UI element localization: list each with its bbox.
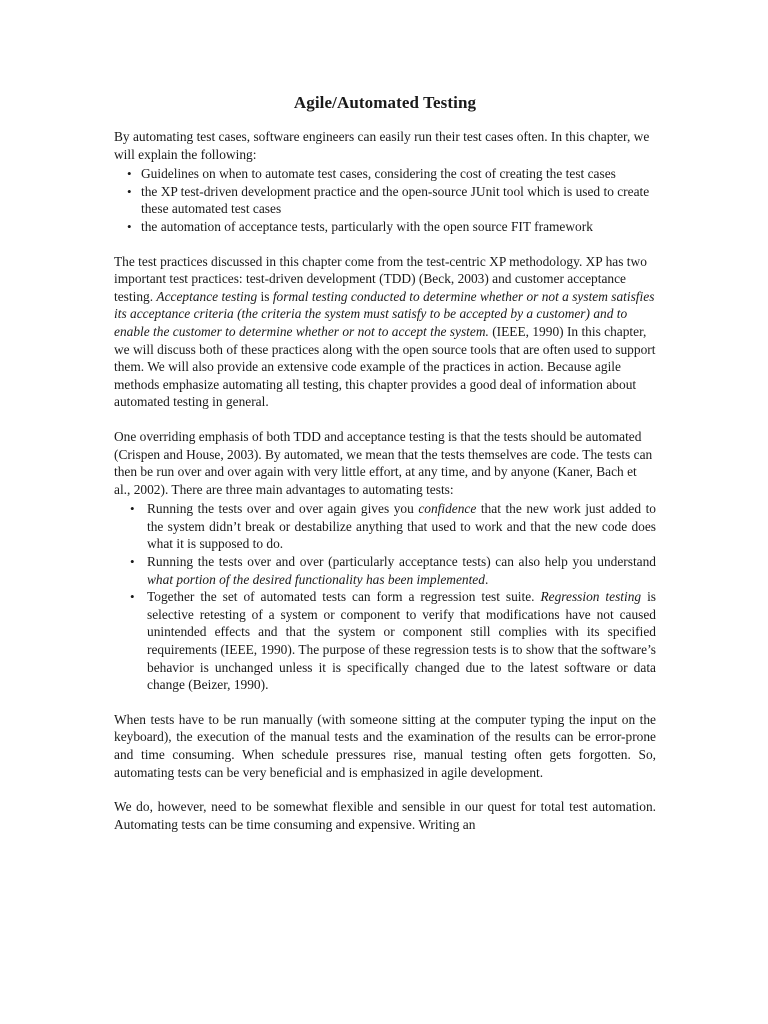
list-item: • Guidelines on when to automate test cases, considering the cost of creating the test cases xyxy=(114,165,656,183)
emphasis-text: Regression testing xyxy=(540,589,642,605)
definition-text: formal testing conducted to determine whether or not a system satisfies its acceptance criteria (the criteria the system must satisfy to be accepted by a customer) and to enable the customer to determine whether or not to accept the system. xyxy=(114,288,655,339)
list-item xyxy=(114,553,656,588)
text-span: Running the tests over and over again gives you xyxy=(147,501,419,517)
manual-testing-paragraph: When tests have to be run manually (with someone sitting at the computer typing the input on the keyboard), the execution of the manual tests and the examination of the results can be error-prone and time consuming. When schedule pressures rise, manual testing often gets forgotten. So, automating tests can be very beneficial and is emphasized in agile development. xyxy=(114,711,656,780)
text-span: is selective retesting of a system or component to verify that modifications have not caused unintended effects and that the system or component still complies with its specified requirements (IEEE, 1990). The purpose of these regression tests is to show that the software’s behavior is unchanged unless it is specifically changed due to the latest software or data change (Beizer, 1990). xyxy=(147,589,656,693)
automation-paragraph: One overriding emphasis of both TDD and acceptance testing is that the tests should be automated (Crispen and House, 2003). By automated, we mean that the tests themselves are code. The tests can then be run over and over again with very little effort, at any time, and by anyone (Kaner, Bach et al., 2002). There are three main advantages to automating tests: xyxy=(114,428,653,497)
text-span: Running the tests over and over (particularly acceptance tests) can also help you understand xyxy=(147,554,656,570)
page-title: Agile/Automated Testing xyxy=(293,93,477,112)
text-span: The test practices discussed in this chapter come from the test-centric XP methodology. XP has two important test practices: test-driven development (TDD) (Beck, 2003) and customer acceptance testing. xyxy=(114,253,647,304)
list-item xyxy=(114,500,656,553)
advantages-list xyxy=(114,500,656,694)
flexibility-paragraph: We do, however, need to be somewhat flexible and sensible in our quest for total test automation. Automating tests can be time consuming and expensive. Writing an xyxy=(114,799,656,832)
text-span: (IEEE, 1990) In this chapter, we will discuss both of these practices along with the open source tools that are often used to support them. We will also provide an extensive code example of the practices in action. Because agile methods emphasize automating all testing, this chapter provides a good deal of information about automated testing in general. xyxy=(114,323,656,410)
list-item: • the automation of acceptance tests, particularly with the open source FIT framework xyxy=(114,218,656,236)
document-page xyxy=(114,92,656,833)
practices-paragraph xyxy=(114,253,656,411)
emphasis-text: what portion of the desired functionality has been implemented xyxy=(147,571,485,587)
list-item xyxy=(114,588,656,694)
intro-bullet-list xyxy=(114,165,656,235)
text-span: is xyxy=(257,288,273,304)
text-span: that the new work just added to the system didn’t break or destabilize anything that used to work and that the new code does what it is supposed to do. xyxy=(147,501,657,552)
emphasis-text: Acceptance testing xyxy=(156,288,258,304)
intro-paragraph: By automating test cases, software engineers can easily run their test cases often. In this chapter, we will explain the following: xyxy=(114,129,650,162)
text-span: . xyxy=(484,571,489,587)
list-item: • the XP test-driven development practice and the open-source JUnit tool which is used to create these automated test cases xyxy=(114,183,656,218)
emphasis-text: confidence xyxy=(418,501,477,517)
text-span: Together the set of automated tests can form a regression test suite. xyxy=(147,589,541,605)
